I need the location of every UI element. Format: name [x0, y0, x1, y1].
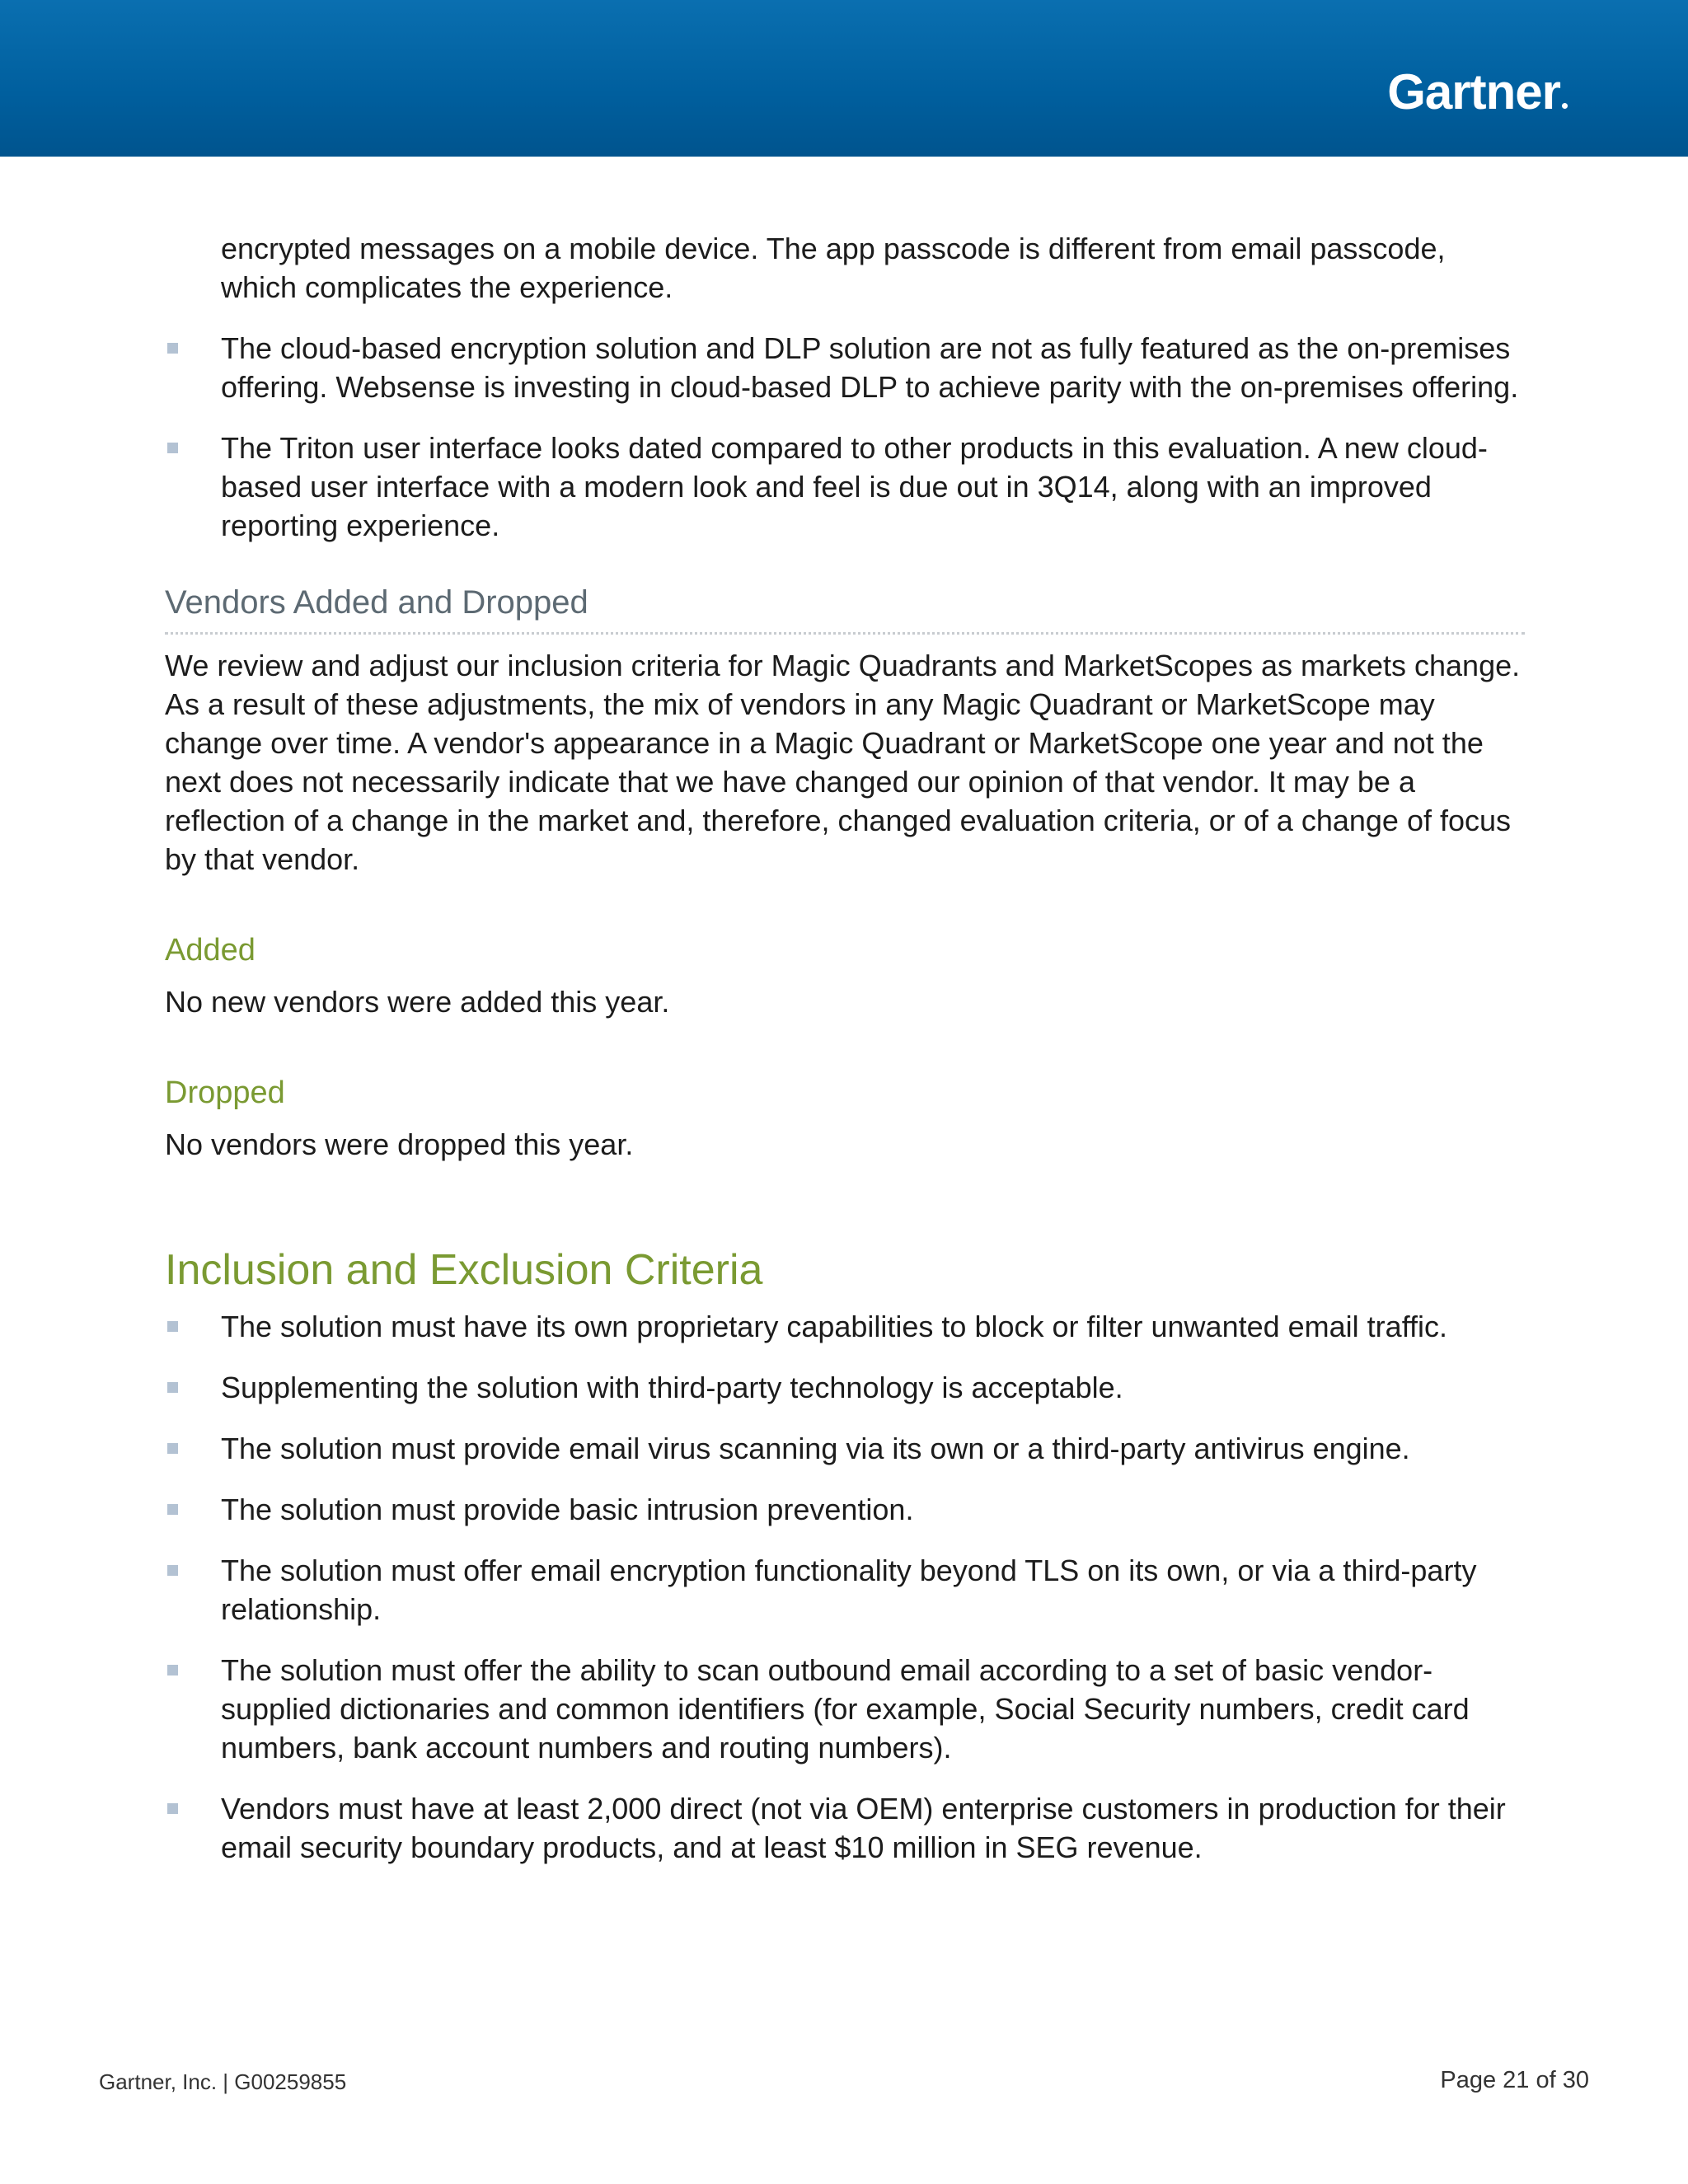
- list-item-text: The solution must offer the ability to scan outbound email according to a set of basic vendor-supplied dictionaries and common identifiers (for example, Social Security numbers, credit card numbers, bank account numbers and routing numbers).: [221, 1653, 1470, 1765]
- square-bullet-icon: [167, 1382, 178, 1393]
- strengths-cautions-list: [165, 329, 1525, 545]
- list-item: [165, 1307, 1525, 1346]
- inclusion-exclusion-heading: Inclusion and Exclusion Criteria: [165, 1246, 763, 1294]
- footer-document-id: Gartner, Inc. | G00259855: [99, 2069, 347, 2094]
- footer-page-number: Page 21 of 30: [1440, 2067, 1589, 2093]
- list-item: [165, 1651, 1525, 1767]
- page-header-bar: [0, 0, 1688, 157]
- square-bullet-icon: [167, 1443, 178, 1454]
- list-item-text: The solution must provide basic intrusion prevention.: [221, 1493, 914, 1526]
- continued-bullet-text: encrypted messages on a mobile device. The app passcode is different from email passcode, which complicates the experience.: [221, 232, 1446, 304]
- list-item-text: The cloud-based encryption solution and DLP solution are not as fully featured as the on-premises offering. Websense is investing in cloud-based DLP to achieve parity with the on-premises offering.: [221, 331, 1519, 404]
- square-bullet-icon: [167, 1665, 178, 1675]
- square-bullet-icon: [167, 1321, 178, 1332]
- list-item-text: Vendors must have at least 2,000 direct (not via OEM) enterprise customers in production for their email security boundary products, and at least $10 million in SEG revenue.: [221, 1792, 1506, 1864]
- list-item: [165, 429, 1525, 545]
- list-item-text: The Triton user interface looks dated compared to other products in this evaluation. A new cloud-based user interface with a modern look and feel is due out in 3Q14, along with an improved reporting experience.: [221, 431, 1488, 542]
- dropped-heading: Dropped: [165, 1076, 285, 1110]
- square-bullet-icon: [167, 343, 178, 354]
- list-item: [165, 1490, 1525, 1529]
- added-heading: Added: [165, 933, 256, 968]
- square-bullet-icon: [167, 1565, 178, 1576]
- criteria-list: [165, 1307, 1525, 1867]
- list-item-text: Supplementing the solution with third-party technology is acceptable.: [221, 1371, 1123, 1404]
- logo-text: Gartner: [1387, 64, 1560, 120]
- square-bullet-icon: [167, 1504, 178, 1515]
- vendors-added-dropped-heading: Vendors Added and Dropped: [165, 581, 1525, 635]
- list-item: [165, 1551, 1525, 1629]
- logo-dot-icon: [1562, 103, 1568, 109]
- square-bullet-icon: [167, 1803, 178, 1814]
- list-item-text: The solution must provide email virus scanning via its own or a third-party antivirus engine.: [221, 1432, 1410, 1465]
- document-body: [165, 229, 1525, 1889]
- list-item: [165, 329, 1525, 406]
- square-bullet-icon: [167, 443, 178, 453]
- list-item: [165, 1368, 1525, 1407]
- list-item: [165, 1789, 1525, 1867]
- dropped-body: No vendors were dropped this year.: [165, 1127, 634, 1161]
- gartner-logo: [1387, 64, 1568, 120]
- list-item: [165, 1429, 1525, 1468]
- list-item-text: The solution must offer email encryption functionality beyond TLS on its own, or via a third-party relationship.: [221, 1554, 1477, 1626]
- list-item-text: The solution must have its own proprietary capabilities to block or filter unwanted email traffic.: [221, 1310, 1448, 1343]
- added-body: No new vendors were added this year.: [165, 985, 670, 1019]
- vendors-added-dropped-body: We review and adjust our inclusion criteria for Magic Quadrants and MarketScopes as markets change. As a result of these adjustments, the mix of vendors in any Magic Quadrant or MarketScope may change over time. A vendor's appearance in a Magic Quadrant or MarketScope one year and not the next does not necessarily indicate that we have changed our opinion of that vendor. It may be a reflection of a change in the market and, therefore, changed evaluation criteria, or of a change of focus by that vendor.: [165, 649, 1521, 876]
